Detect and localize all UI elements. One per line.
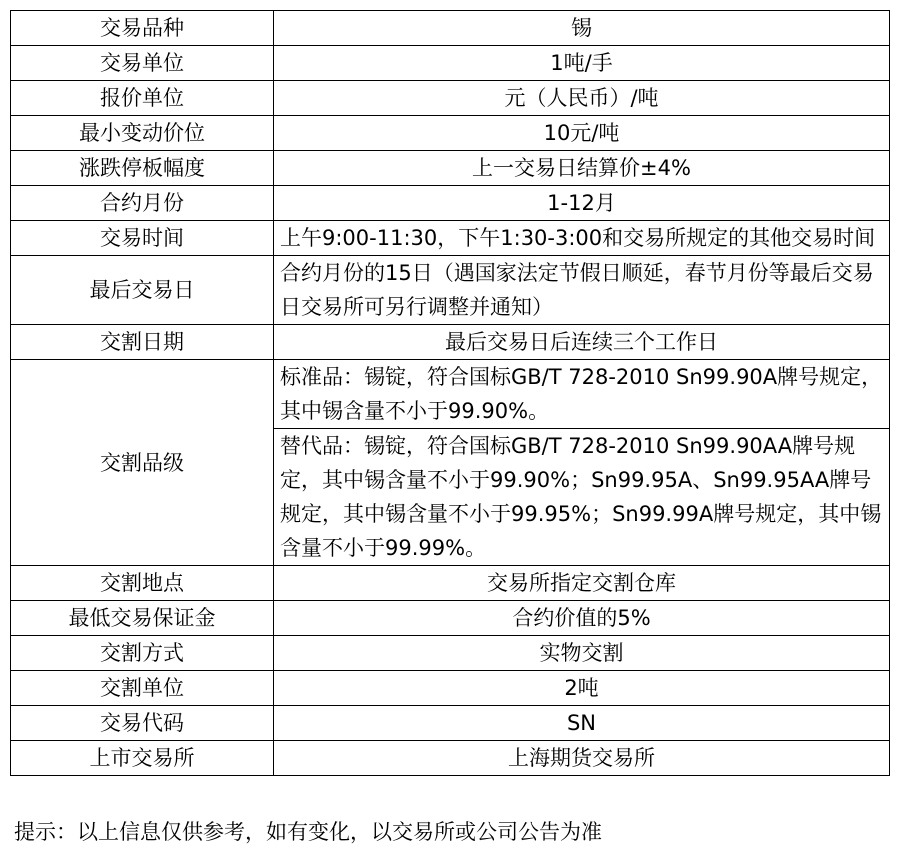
row-label: 交易代码 xyxy=(11,706,274,741)
row-value: 1吨/手 xyxy=(274,46,890,81)
row-label: 交割单位 xyxy=(11,671,274,706)
row-label: 交易时间 xyxy=(11,221,274,256)
row-label: 最后交易日 xyxy=(11,256,274,325)
table-row xyxy=(11,671,890,706)
row-label: 交割方式 xyxy=(11,636,274,671)
row-value: 合约价值的5% xyxy=(274,601,890,636)
row-value: 最后交易日后连续三个工作日 xyxy=(274,325,890,360)
row-value: 2吨 xyxy=(274,671,890,706)
table-row xyxy=(11,186,890,221)
row-value: 锡 xyxy=(274,11,890,46)
row-value: 合约月份的15日（遇国家法定节假日顺延，春节月份等最后交易日交易所可另行调整并通知） xyxy=(274,256,890,325)
row-label: 报价单位 xyxy=(11,81,274,116)
table-row xyxy=(11,46,890,81)
disclaimer-note: 提示：以上信息仅供参考，如有变化，以交易所或公司公告为准 xyxy=(14,820,602,844)
row-value: 元（人民币）/吨 xyxy=(274,81,890,116)
table-row xyxy=(11,256,890,325)
row-value: 1-12月 xyxy=(274,186,890,221)
table-row xyxy=(11,601,890,636)
row-label: 合约月份 xyxy=(11,186,274,221)
row-label: 上市交易所 xyxy=(11,741,274,776)
row-value: 上一交易日结算价±4% xyxy=(274,151,890,186)
table-row xyxy=(11,11,890,46)
table-row xyxy=(11,116,890,151)
table-row xyxy=(11,325,890,360)
table-row xyxy=(11,81,890,116)
row-value: 上海期货交易所 xyxy=(274,741,890,776)
table-row xyxy=(11,151,890,186)
row-value: SN xyxy=(274,706,890,741)
row-label: 交易单位 xyxy=(11,46,274,81)
table-row xyxy=(11,741,890,776)
table-row xyxy=(11,636,890,671)
row-label: 交易品种 xyxy=(11,11,274,46)
row-label: 涨跌停板幅度 xyxy=(11,151,274,186)
row-label: 最小变动价位 xyxy=(11,116,274,151)
row-label: 最低交易保证金 xyxy=(11,601,274,636)
table-row xyxy=(11,360,890,566)
row-label: 交割品级 xyxy=(11,360,274,566)
row-label: 交割日期 xyxy=(11,325,274,360)
row-value: 10元/吨 xyxy=(274,116,890,151)
table-row xyxy=(11,706,890,741)
grade-cell xyxy=(274,360,890,566)
contract-spec-table xyxy=(10,10,890,776)
row-value: 实物交割 xyxy=(274,636,890,671)
substitute-grade: 替代品：锡锭，符合国标GB/T 728-2010 Sn99.90AA牌号规定，其中锡含量不小于99.90%；Sn99.95A、Sn99.95AA牌号规定，其中锡含量不小于99.95%；Sn99.99A牌号规定，其中锡含量不小于99.99%。 xyxy=(274,428,889,565)
table-row xyxy=(11,566,890,601)
row-label: 交割地点 xyxy=(11,566,274,601)
table-row xyxy=(11,221,890,256)
standard-grade: 标准品：锡锭，符合国标GB/T 728-2010 Sn99.90A牌号规定，其中锡含量不小于99.90%。 xyxy=(280,365,883,423)
row-value: 上午9:00-11:30，下午1:30-3:00和交易所规定的其他交易时间 xyxy=(274,221,890,256)
row-value: 交易所指定交割仓库 xyxy=(274,566,890,601)
